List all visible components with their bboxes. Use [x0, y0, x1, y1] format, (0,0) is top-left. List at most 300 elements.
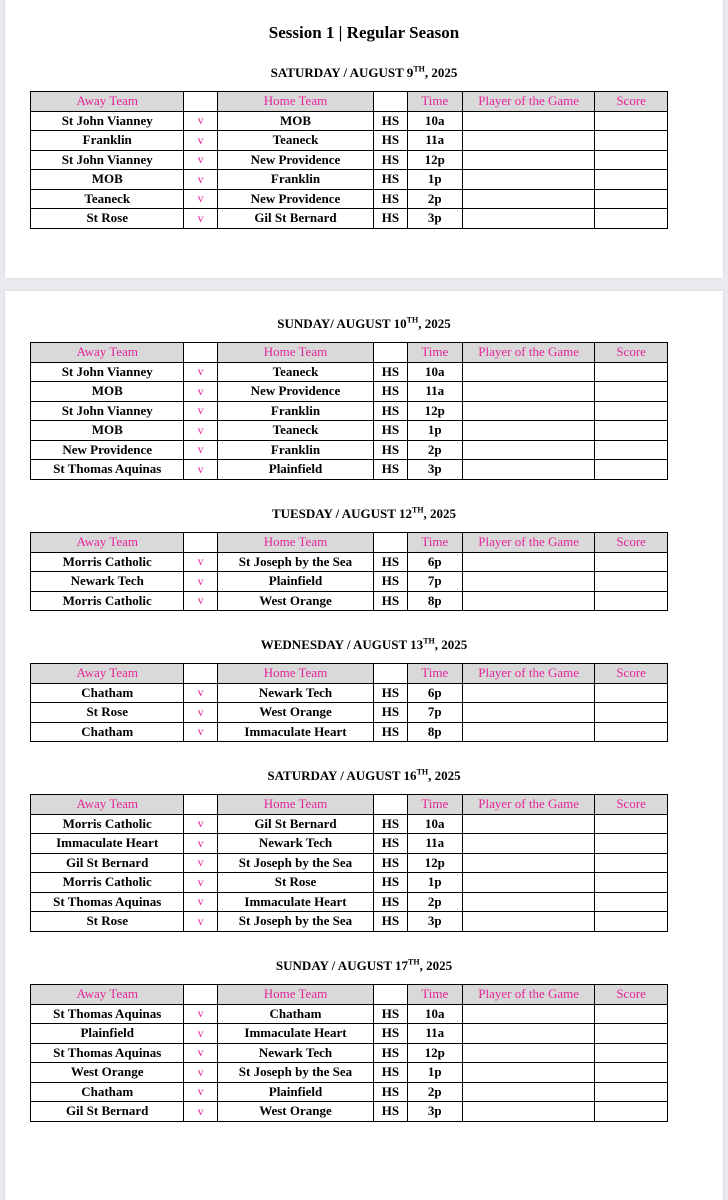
time-header: Time [407, 92, 463, 112]
game-row [31, 150, 668, 170]
score-cell[interactable] [595, 421, 668, 441]
away-team-cell: West Orange [31, 1063, 184, 1083]
score-cell[interactable] [595, 892, 668, 912]
day-block [5, 636, 723, 742]
score-cell[interactable] [595, 683, 668, 703]
player-of-game-cell[interactable] [463, 892, 595, 912]
day-label: SUNDAY/ AUGUST 10 [277, 316, 407, 331]
player-of-game-cell[interactable] [463, 401, 595, 421]
location-cell: HS [374, 912, 407, 932]
location-cell: HS [374, 111, 407, 131]
day-block [5, 957, 723, 1122]
away-team-cell: St Rose [31, 209, 184, 229]
player-of-game-header: Player of the Game [463, 92, 595, 112]
day-year: , 2025 [424, 65, 458, 80]
versus-cell: v [184, 209, 217, 229]
time-cell: 7p [407, 703, 463, 723]
day-label: SATURDAY / AUGUST 16 [267, 768, 417, 783]
away-team-cell: MOB [31, 382, 184, 402]
player-of-game-cell[interactable] [463, 722, 595, 742]
location-cell: HS [374, 209, 407, 229]
time-cell: 1p [407, 873, 463, 893]
time-cell: 11a [407, 131, 463, 151]
versus-cell: v [184, 1063, 217, 1083]
header-row [31, 92, 668, 112]
player-of-game-cell[interactable] [463, 1063, 595, 1083]
score-cell[interactable] [595, 1102, 668, 1122]
game-row [31, 362, 668, 382]
player-of-game-cell[interactable] [463, 150, 595, 170]
score-cell[interactable] [595, 401, 668, 421]
time-cell: 6p [407, 552, 463, 572]
away-team-cell: Plainfield [31, 1024, 184, 1044]
time-cell: 3p [407, 460, 463, 480]
home-team-cell: Plainfield [217, 572, 373, 592]
player-of-game-cell[interactable] [463, 873, 595, 893]
away-team-cell: St Thomas Aquinas [31, 892, 184, 912]
day-ordinal: TH [408, 957, 420, 967]
versus-cell: v [184, 912, 217, 932]
day-label: SATURDAY / AUGUST 9 [270, 65, 414, 80]
game-row [31, 170, 668, 190]
score-cell[interactable] [595, 873, 668, 893]
vs-header [184, 533, 217, 553]
game-row [31, 1082, 668, 1102]
time-cell: 3p [407, 1102, 463, 1122]
score-header: Score [595, 985, 668, 1005]
away-team-cell: St Rose [31, 703, 184, 723]
game-row [31, 421, 668, 441]
location-cell: HS [374, 1102, 407, 1122]
game-row [31, 683, 668, 703]
game-row [31, 552, 668, 572]
location-cell: HS [374, 722, 407, 742]
score-cell[interactable] [595, 131, 668, 151]
score-header: Score [595, 795, 668, 815]
location-cell: HS [374, 853, 407, 873]
location-cell: HS [374, 382, 407, 402]
player-of-game-cell[interactable] [463, 1102, 595, 1122]
game-row [31, 1063, 668, 1083]
day-ordinal: TH [411, 505, 424, 515]
game-row [31, 401, 668, 421]
away-team-cell: Morris Catholic [31, 591, 184, 611]
vs-header [184, 343, 217, 363]
location-header [374, 533, 407, 553]
home-team-cell: St Joseph by the Sea [217, 853, 373, 873]
away-team-cell: Immaculate Heart [31, 834, 184, 854]
location-cell: HS [374, 873, 407, 893]
versus-cell: v [184, 111, 217, 131]
time-cell: 1p [407, 1063, 463, 1083]
score-cell[interactable] [595, 170, 668, 190]
player-of-game-cell[interactable] [463, 131, 595, 151]
score-cell[interactable] [595, 834, 668, 854]
home-team-header: Home Team [217, 985, 373, 1005]
home-team-cell: Immaculate Heart [217, 722, 373, 742]
home-team-cell: Teaneck [217, 421, 373, 441]
location-header [374, 664, 407, 684]
player-of-game-cell[interactable] [463, 421, 595, 441]
day-header [5, 315, 723, 333]
location-header [374, 985, 407, 1005]
time-cell: 11a [407, 382, 463, 402]
home-team-cell: New Providence [217, 189, 373, 209]
game-row [31, 131, 668, 151]
vs-header [184, 795, 217, 815]
player-of-game-cell[interactable] [463, 834, 595, 854]
player-of-game-cell[interactable] [463, 189, 595, 209]
game-row [31, 703, 668, 723]
game-row [31, 722, 668, 742]
location-cell: HS [374, 591, 407, 611]
location-cell: HS [374, 1043, 407, 1063]
away-team-cell: Gil St Bernard [31, 1102, 184, 1122]
score-cell[interactable] [595, 382, 668, 402]
away-team-cell: MOB [31, 170, 184, 190]
schedule-page-2 [5, 291, 723, 1200]
away-team-cell: St John Vianney [31, 401, 184, 421]
home-team-header: Home Team [217, 664, 373, 684]
day-header [5, 957, 723, 975]
time-cell: 10a [407, 1004, 463, 1024]
score-header: Score [595, 533, 668, 553]
location-cell: HS [374, 421, 407, 441]
location-cell: HS [374, 1082, 407, 1102]
player-of-game-cell[interactable] [463, 814, 595, 834]
player-of-game-cell[interactable] [463, 853, 595, 873]
score-header: Score [595, 343, 668, 363]
game-row [31, 1043, 668, 1063]
player-of-game-cell[interactable] [463, 362, 595, 382]
location-cell: HS [374, 131, 407, 151]
away-team-cell: Franklin [31, 131, 184, 151]
day-year: , 2025 [419, 958, 453, 973]
home-team-header: Home Team [217, 343, 373, 363]
home-team-cell: St Joseph by the Sea [217, 912, 373, 932]
score-cell[interactable] [595, 722, 668, 742]
away-team-cell: Chatham [31, 1082, 184, 1102]
location-cell: HS [374, 834, 407, 854]
score-cell[interactable] [595, 150, 668, 170]
away-team-cell: Morris Catholic [31, 814, 184, 834]
player-of-game-cell[interactable] [463, 1004, 595, 1024]
score-cell[interactable] [595, 189, 668, 209]
home-team-cell: Newark Tech [217, 834, 373, 854]
location-cell: HS [374, 814, 407, 834]
day-ordinal: TH [423, 636, 435, 646]
time-cell: 2p [407, 440, 463, 460]
away-team-cell: New Providence [31, 440, 184, 460]
away-team-cell: Morris Catholic [31, 552, 184, 572]
time-header: Time [407, 795, 463, 815]
schedule-table [30, 984, 668, 1122]
player-of-game-cell[interactable] [463, 572, 595, 592]
location-cell: HS [374, 401, 407, 421]
score-cell[interactable] [595, 440, 668, 460]
day-block [5, 315, 723, 480]
versus-cell: v [184, 131, 217, 151]
header-row [31, 533, 668, 553]
versus-cell: v [184, 382, 217, 402]
player-of-game-header: Player of the Game [463, 985, 595, 1005]
away-team-header: Away Team [31, 343, 184, 363]
score-cell[interactable] [595, 1063, 668, 1083]
player-of-game-cell[interactable] [463, 683, 595, 703]
game-row [31, 834, 668, 854]
home-team-cell: Franklin [217, 401, 373, 421]
time-cell: 3p [407, 209, 463, 229]
versus-cell: v [184, 572, 217, 592]
time-cell: 1p [407, 421, 463, 441]
away-team-cell: Teaneck [31, 189, 184, 209]
away-team-cell: St John Vianney [31, 150, 184, 170]
versus-cell: v [184, 1024, 217, 1044]
location-cell: HS [374, 460, 407, 480]
score-cell[interactable] [595, 209, 668, 229]
time-cell: 10a [407, 814, 463, 834]
player-of-game-cell[interactable] [463, 460, 595, 480]
game-row [31, 591, 668, 611]
player-of-game-cell[interactable] [463, 1082, 595, 1102]
location-cell: HS [374, 440, 407, 460]
score-header: Score [595, 92, 668, 112]
versus-cell: v [184, 362, 217, 382]
game-row [31, 440, 668, 460]
versus-cell: v [184, 892, 217, 912]
home-team-cell: New Providence [217, 382, 373, 402]
day-year: , 2025 [418, 316, 451, 331]
day-header [5, 505, 723, 523]
home-team-cell: Gil St Bernard [217, 814, 373, 834]
location-cell: HS [374, 683, 407, 703]
location-cell: HS [374, 170, 407, 190]
time-cell: 12p [407, 853, 463, 873]
location-cell: HS [374, 703, 407, 723]
day-label: WEDNESDAY / AUGUST 13 [260, 637, 424, 652]
game-row [31, 460, 668, 480]
score-cell[interactable] [595, 552, 668, 572]
game-row [31, 814, 668, 834]
day-year: , 2025 [423, 506, 457, 521]
home-team-cell: Plainfield [217, 460, 373, 480]
score-cell[interactable] [595, 1082, 668, 1102]
player-of-game-cell[interactable] [463, 1024, 595, 1044]
score-cell[interactable] [595, 1004, 668, 1024]
versus-cell: v [184, 189, 217, 209]
versus-cell: v [184, 440, 217, 460]
home-team-cell: Teaneck [217, 362, 373, 382]
header-row [31, 985, 668, 1005]
home-team-cell: Franklin [217, 170, 373, 190]
versus-cell: v [184, 722, 217, 742]
score-cell[interactable] [595, 814, 668, 834]
score-cell[interactable] [595, 111, 668, 131]
day-year: , 2025 [428, 768, 461, 783]
home-team-header: Home Team [217, 795, 373, 815]
vs-header [184, 92, 217, 112]
time-header: Time [407, 664, 463, 684]
versus-cell: v [184, 591, 217, 611]
score-cell[interactable] [595, 1024, 668, 1044]
game-row [31, 1024, 668, 1044]
location-cell: HS [374, 362, 407, 382]
time-cell: 8p [407, 722, 463, 742]
player-of-game-cell[interactable] [463, 703, 595, 723]
time-cell: 12p [407, 150, 463, 170]
away-team-cell: St Rose [31, 912, 184, 932]
player-of-game-cell[interactable] [463, 209, 595, 229]
player-of-game-header: Player of the Game [463, 533, 595, 553]
player-of-game-header: Player of the Game [463, 795, 595, 815]
schedule-table [30, 532, 668, 611]
location-header [374, 343, 407, 363]
player-of-game-cell[interactable] [463, 912, 595, 932]
away-team-header: Away Team [31, 92, 184, 112]
home-team-header: Home Team [217, 92, 373, 112]
home-team-cell: Plainfield [217, 1082, 373, 1102]
game-row [31, 209, 668, 229]
versus-cell: v [184, 1043, 217, 1063]
time-header: Time [407, 343, 463, 363]
score-cell[interactable] [595, 1043, 668, 1063]
score-cell[interactable] [595, 591, 668, 611]
versus-cell: v [184, 703, 217, 723]
page-title: Session 1 | Regular Season [268, 23, 460, 42]
player-of-game-cell[interactable] [463, 552, 595, 572]
versus-cell: v [184, 1082, 217, 1102]
day-label: TUESDAY / AUGUST 12 [271, 506, 412, 521]
day-label: SUNDAY / AUGUST 17 [275, 958, 409, 973]
time-cell: 12p [407, 401, 463, 421]
home-team-cell: St Joseph by the Sea [217, 1063, 373, 1083]
location-cell: HS [374, 150, 407, 170]
game-row [31, 572, 668, 592]
player-of-game-cell[interactable] [463, 111, 595, 131]
home-team-cell: New Providence [217, 150, 373, 170]
day-block [5, 64, 723, 229]
home-team-cell: West Orange [217, 591, 373, 611]
player-of-game-cell[interactable] [463, 591, 595, 611]
versus-cell: v [184, 421, 217, 441]
game-row [31, 1004, 668, 1024]
score-cell[interactable] [595, 912, 668, 932]
header-row [31, 343, 668, 363]
home-team-cell: MOB [217, 111, 373, 131]
header-row [31, 795, 668, 815]
score-cell[interactable] [595, 853, 668, 873]
versus-cell: v [184, 873, 217, 893]
time-header: Time [407, 533, 463, 553]
versus-cell: v [184, 150, 217, 170]
day-block [5, 767, 723, 932]
home-team-cell: Newark Tech [217, 683, 373, 703]
header-row [31, 664, 668, 684]
versus-cell: v [184, 401, 217, 421]
away-team-cell: Chatham [31, 722, 184, 742]
versus-cell: v [184, 1102, 217, 1122]
time-cell: 7p [407, 572, 463, 592]
location-cell: HS [374, 1004, 407, 1024]
score-cell[interactable] [595, 460, 668, 480]
game-row [31, 111, 668, 131]
time-cell: 2p [407, 892, 463, 912]
game-row [31, 189, 668, 209]
versus-cell: v [184, 1004, 217, 1024]
score-header: Score [595, 664, 668, 684]
away-team-cell: St Thomas Aquinas [31, 1043, 184, 1063]
location-cell: HS [374, 552, 407, 572]
home-team-cell: Immaculate Heart [217, 892, 373, 912]
home-team-cell: Gil St Bernard [217, 209, 373, 229]
game-row [31, 853, 668, 873]
time-cell: 10a [407, 362, 463, 382]
day-year: , 2025 [434, 637, 468, 652]
home-team-cell: West Orange [217, 1102, 373, 1122]
versus-cell: v [184, 683, 217, 703]
location-header [374, 92, 407, 112]
game-row [31, 382, 668, 402]
day-header [5, 636, 723, 654]
location-cell: HS [374, 1024, 407, 1044]
location-cell: HS [374, 892, 407, 912]
day-header [5, 767, 723, 785]
score-cell[interactable] [595, 703, 668, 723]
away-team-cell: MOB [31, 421, 184, 441]
away-team-header: Away Team [31, 795, 184, 815]
player-of-game-cell[interactable] [463, 382, 595, 402]
away-team-header: Away Team [31, 664, 184, 684]
player-of-game-cell[interactable] [463, 170, 595, 190]
player-of-game-cell[interactable] [463, 1043, 595, 1063]
away-team-header: Away Team [31, 985, 184, 1005]
day-ordinal: TH [406, 315, 419, 325]
time-cell: 12p [407, 1043, 463, 1063]
player-of-game-header: Player of the Game [463, 343, 595, 363]
schedule-page-1 [5, 0, 723, 278]
away-team-cell: Morris Catholic [31, 873, 184, 893]
versus-cell: v [184, 834, 217, 854]
versus-cell: v [184, 170, 217, 190]
away-team-cell: Newark Tech [31, 572, 184, 592]
away-team-cell: St John Vianney [31, 111, 184, 131]
away-team-cell: St Thomas Aquinas [31, 460, 184, 480]
home-team-cell: Newark Tech [217, 1043, 373, 1063]
away-team-cell: Chatham [31, 683, 184, 703]
score-cell[interactable] [595, 362, 668, 382]
player-of-game-cell[interactable] [463, 440, 595, 460]
location-header [374, 795, 407, 815]
time-cell: 2p [407, 1082, 463, 1102]
score-cell[interactable] [595, 572, 668, 592]
home-team-cell: Chatham [217, 1004, 373, 1024]
versus-cell: v [184, 460, 217, 480]
game-row [31, 873, 668, 893]
day-block [5, 505, 723, 611]
day-ordinal: TH [413, 64, 425, 74]
away-team-header: Away Team [31, 533, 184, 553]
time-cell: 3p [407, 912, 463, 932]
player-of-game-header: Player of the Game [463, 664, 595, 684]
day-ordinal: TH [416, 767, 429, 777]
versus-cell: v [184, 552, 217, 572]
away-team-cell: St Thomas Aquinas [31, 1004, 184, 1024]
location-cell: HS [374, 1063, 407, 1083]
home-team-header: Home Team [217, 533, 373, 553]
schedule-table [30, 663, 668, 742]
schedule-table [30, 794, 668, 932]
home-team-cell: St Joseph by the Sea [217, 552, 373, 572]
